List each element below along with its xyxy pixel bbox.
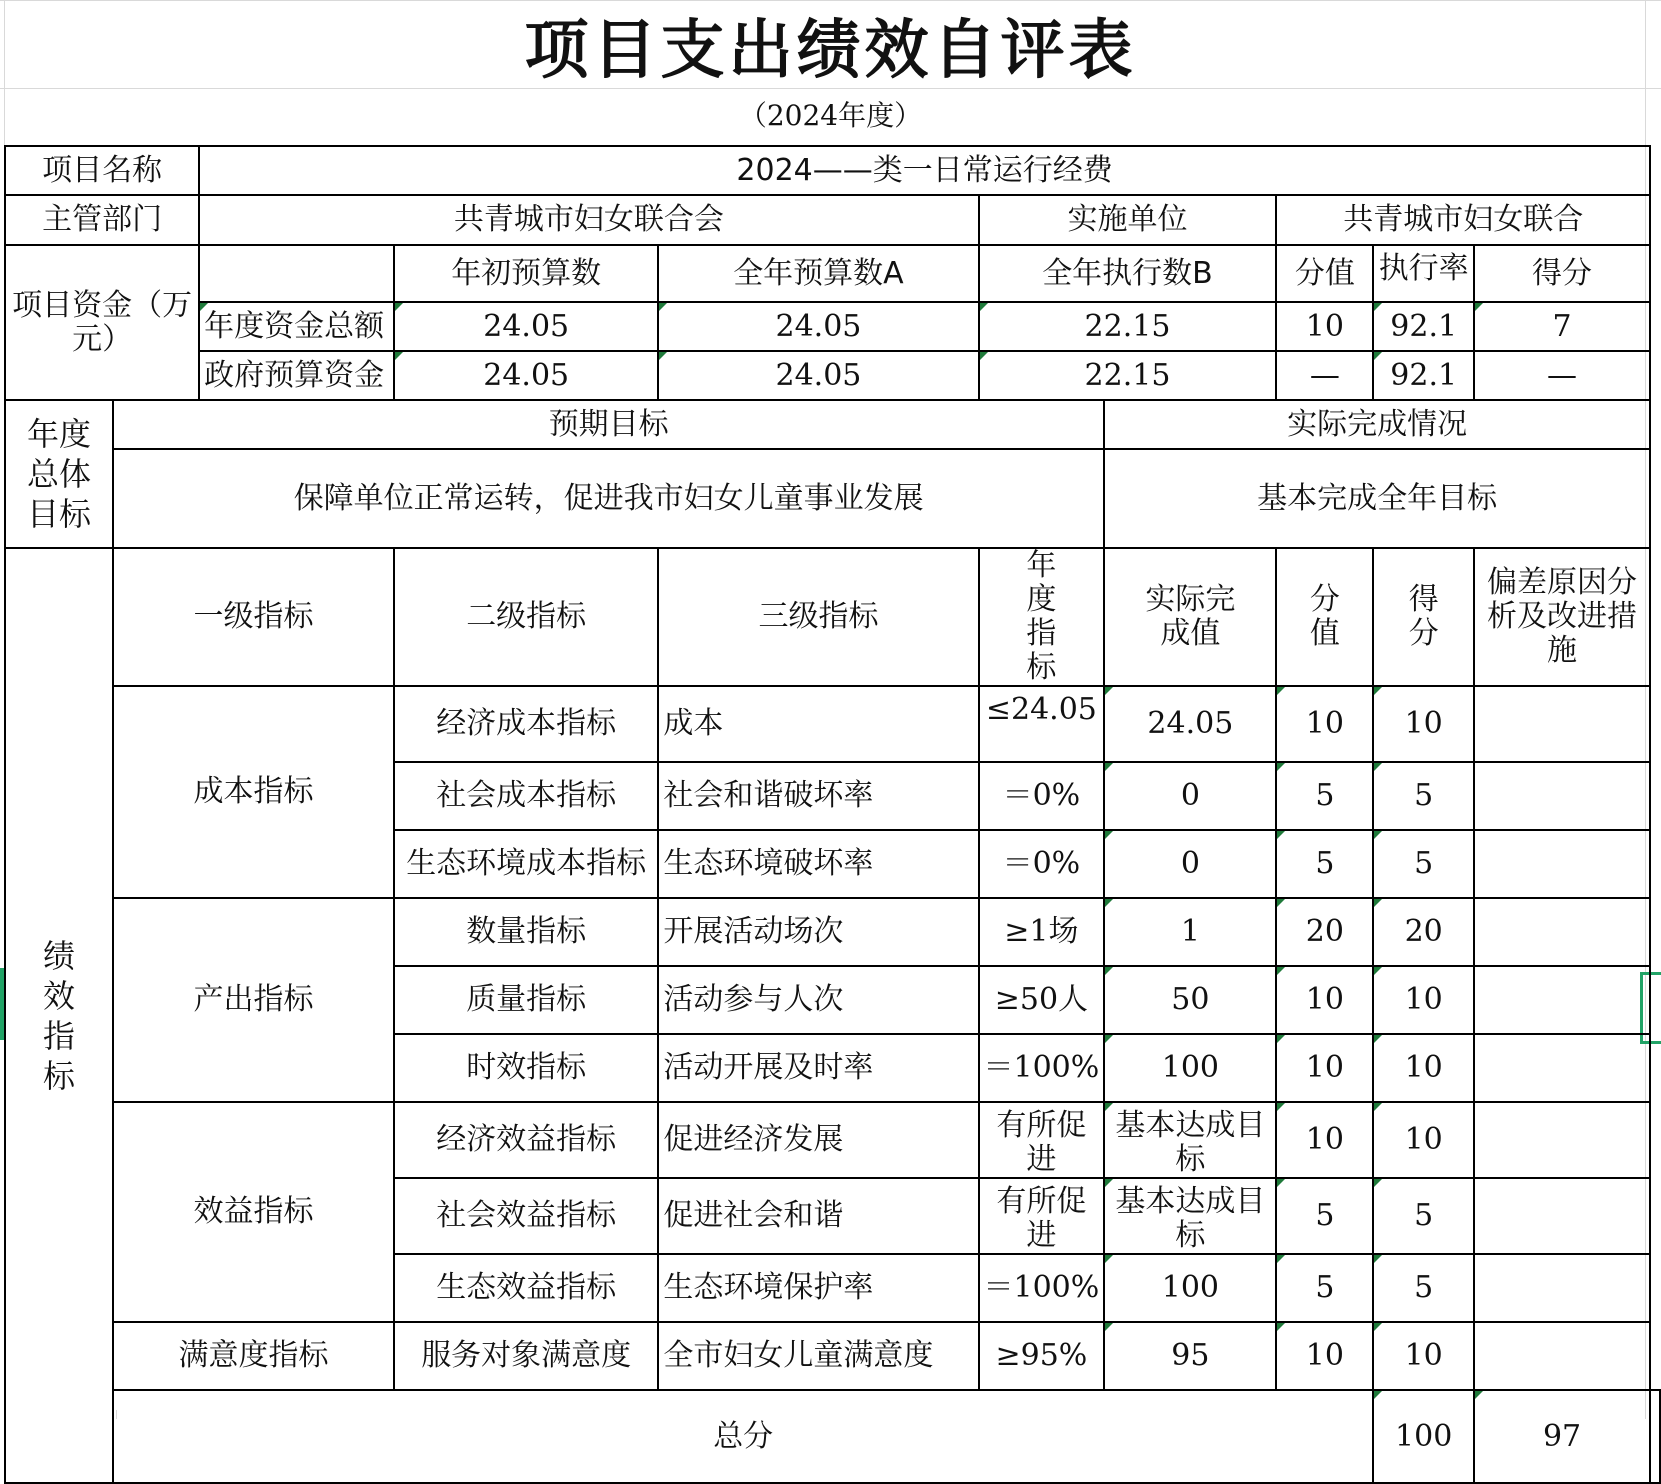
funds-row-rate[interactable]: 92.1: [1373, 302, 1474, 351]
total-value[interactable]: 100: [1373, 1390, 1474, 1483]
funds-header-rate: 执行率: [1373, 245, 1474, 302]
level2-cell: 经济效益指标: [394, 1102, 658, 1178]
actual-cell[interactable]: 基本达成目标: [1104, 1178, 1276, 1254]
funds-row-rate[interactable]: 92.1: [1373, 351, 1474, 400]
funds-header-initial: 年初预算数: [394, 245, 658, 302]
level1-cost: 成本指标: [113, 686, 394, 898]
dept-label: 主管部门: [5, 195, 199, 245]
impl-value[interactable]: 共青城市妇女联合: [1276, 195, 1650, 245]
funds-header-annual: 全年预算数A: [658, 245, 978, 302]
note-cell[interactable]: [1474, 686, 1650, 762]
level2-cell: 时效指标: [394, 1034, 658, 1102]
funds-row-score[interactable]: 7: [1474, 302, 1650, 351]
header-target: 年度指标: [979, 548, 1105, 686]
funds-row-annual[interactable]: 24.05: [658, 302, 978, 351]
level3-cell: 全市妇女儿童满意度: [658, 1322, 978, 1390]
total-score[interactable]: 97: [1474, 1390, 1650, 1483]
level1-satisfaction: 满意度指标: [113, 1322, 394, 1390]
level3-cell: 生态环境破坏率: [658, 830, 978, 898]
note-cell[interactable]: [1474, 966, 1650, 1034]
target-cell[interactable]: ＝0%: [979, 762, 1105, 830]
funds-row-score[interactable]: —: [1474, 351, 1650, 400]
funds-header-row: [5, 245, 1660, 302]
funds-row-initial[interactable]: 24.05: [394, 302, 658, 351]
page-title: 项目支出绩效自评表: [524, 13, 1137, 88]
header-note: 偏差原因分析及改进措施: [1474, 548, 1650, 686]
level3-cell: 开展活动场次: [658, 898, 978, 966]
target-cell[interactable]: 有所促进: [979, 1102, 1105, 1178]
value-cell[interactable]: 5: [1276, 1178, 1373, 1254]
funds-row-name: 政府预算资金: [199, 351, 394, 400]
funds-header-executed: 全年执行数B: [979, 245, 1277, 302]
value-cell[interactable]: 5: [1276, 830, 1373, 898]
level2-cell: 社会成本指标: [394, 762, 658, 830]
indicator-header-row: [5, 548, 1660, 686]
actual-cell[interactable]: 100: [1104, 1034, 1276, 1102]
project-name-label: 项目名称: [5, 146, 199, 195]
level2-cell: 服务对象满意度: [394, 1322, 658, 1390]
score-cell[interactable]: 5: [1373, 1178, 1474, 1254]
target-cell[interactable]: ＝100%: [979, 1254, 1105, 1322]
value-cell[interactable]: 10: [1276, 1322, 1373, 1390]
annual-goal-label: [5, 400, 113, 548]
actual-cell[interactable]: 0: [1104, 830, 1276, 898]
page-subtitle: （2024年度）: [738, 99, 923, 132]
funds-row: [5, 302, 1660, 351]
total-note[interactable]: [1650, 1390, 1660, 1483]
value-cell[interactable]: 10: [1276, 966, 1373, 1034]
level2-cell: 质量指标: [394, 966, 658, 1034]
header-level2: 二级指标: [394, 548, 658, 686]
level3-cell: 生态环境保护率: [658, 1254, 978, 1322]
note-cell[interactable]: [1474, 1102, 1650, 1178]
score-cell[interactable]: 5: [1373, 1254, 1474, 1322]
goal-content-row: [5, 449, 1660, 548]
level3-cell: 促进社会和谐: [658, 1178, 978, 1254]
total-row: [5, 1390, 1660, 1483]
level3-cell: 活动开展及时率: [658, 1034, 978, 1102]
level3-cell: 社会和谐破坏率: [658, 762, 978, 830]
target-cell[interactable]: ≥95%: [979, 1322, 1105, 1390]
value-cell[interactable]: 20: [1276, 898, 1373, 966]
level1-benefit: 效益指标: [113, 1102, 394, 1322]
funds-row-annual[interactable]: 24.05: [658, 351, 978, 400]
actual-goal[interactable]: 基本完成全年目标: [1104, 449, 1650, 548]
score-cell[interactable]: 10: [1373, 966, 1474, 1034]
indicator-row: [5, 686, 1660, 762]
sheet-gridline: [0, 0, 1661, 1]
level2-cell: 社会效益指标: [394, 1178, 658, 1254]
level3-cell: 促进经济发展: [658, 1102, 978, 1178]
actual-goal-header: 实际完成情况: [1104, 400, 1650, 449]
actual-cell[interactable]: 95: [1104, 1322, 1276, 1390]
level1-output: 产出指标: [113, 898, 394, 1102]
value-cell[interactable]: 10: [1276, 686, 1373, 762]
funds-row-executed[interactable]: 22.15: [979, 302, 1277, 351]
score-cell[interactable]: 5: [1373, 830, 1474, 898]
funds-label: 项目资金（万元）: [5, 245, 199, 400]
value-cell[interactable]: 5: [1276, 1254, 1373, 1322]
target-cell[interactable]: ＝100%: [979, 1034, 1105, 1102]
funds-header-score-value: 分值: [1276, 245, 1373, 302]
header-value: 分值: [1276, 548, 1373, 686]
score-cell[interactable]: 10: [1373, 1322, 1474, 1390]
actual-cell[interactable]: 100: [1104, 1254, 1276, 1322]
annual-goal-label-text: 年度总体目标: [27, 415, 92, 533]
note-cell[interactable]: [1474, 1178, 1650, 1254]
department-row: [5, 195, 1660, 245]
score-cell[interactable]: 10: [1373, 1102, 1474, 1178]
header-score: 得分: [1373, 548, 1474, 686]
expected-goal[interactable]: 保障单位正常运转，促进我市妇女儿童事业发展: [113, 449, 1104, 548]
level3-cell: 活动参与人次: [658, 966, 978, 1034]
header-level3: 三级指标: [658, 548, 978, 686]
funds-row: [5, 351, 1660, 400]
dept-value[interactable]: 共青城市妇女联合会: [199, 195, 978, 245]
actual-cell[interactable]: 24.05: [1104, 686, 1276, 762]
note-cell[interactable]: [1474, 1034, 1650, 1102]
target-cell[interactable]: ≥1场: [979, 898, 1105, 966]
funds-header-blank: [199, 245, 394, 302]
actual-cell[interactable]: 50: [1104, 966, 1276, 1034]
funds-row-name: 年度资金总额: [199, 302, 394, 351]
expected-goal-header: 预期目标: [113, 400, 1104, 449]
level3-cell: 成本: [658, 686, 978, 762]
performance-indicators-label: [5, 548, 113, 1483]
impl-label: 实施单位: [979, 195, 1277, 245]
note-cell[interactable]: [1474, 1254, 1650, 1322]
target-cell[interactable]: ≤24.05: [979, 686, 1105, 762]
total-label: 总分: [113, 1390, 1373, 1483]
level2-cell: 经济成本指标: [394, 686, 658, 762]
project-name-row: [5, 146, 1660, 195]
actual-cell[interactable]: 1: [1104, 898, 1276, 966]
actual-cell[interactable]: 基本达成目标: [1104, 1102, 1276, 1178]
funds-row-executed[interactable]: 22.15: [979, 351, 1277, 400]
funds-row-initial[interactable]: 24.05: [394, 351, 658, 400]
level2-cell: 生态环境成本指标: [394, 830, 658, 898]
level2-cell: 数量指标: [394, 898, 658, 966]
score-cell[interactable]: 20: [1373, 898, 1474, 966]
project-name-value[interactable]: 2024——类一日常运行经费: [199, 146, 1650, 195]
funds-header-score: 得分: [1474, 245, 1650, 302]
score-cell[interactable]: 5: [1373, 762, 1474, 830]
funds-row-score-value[interactable]: 10: [1276, 302, 1373, 351]
target-cell[interactable]: ≥50人: [979, 966, 1105, 1034]
target-cell[interactable]: 有所促进: [979, 1178, 1105, 1254]
target-cell[interactable]: ＝0%: [979, 830, 1105, 898]
level2-cell: 生态效益指标: [394, 1254, 658, 1322]
funds-row-score-value[interactable]: —: [1276, 351, 1373, 400]
goal-header-row: [5, 400, 1660, 449]
value-cell[interactable]: 5: [1276, 762, 1373, 830]
score-cell[interactable]: 10: [1373, 1034, 1474, 1102]
header-level1: 一级指标: [113, 548, 394, 686]
indicator-row: [5, 898, 1660, 966]
score-cell[interactable]: 10: [1373, 686, 1474, 762]
performance-indicators-label-text: 绩效指标: [43, 936, 76, 1095]
note-cell[interactable]: [1474, 898, 1650, 966]
note-cell[interactable]: [1474, 1322, 1650, 1390]
note-cell[interactable]: [1474, 830, 1650, 898]
value-cell[interactable]: 10: [1276, 1034, 1373, 1102]
indicator-row: [5, 1322, 1660, 1390]
note-cell[interactable]: [1474, 762, 1650, 830]
self-evaluation-table: [4, 145, 1661, 1484]
value-cell[interactable]: 10: [1276, 1102, 1373, 1178]
indicator-row: [5, 1102, 1660, 1178]
header-actual: 实际完成值: [1104, 548, 1276, 686]
actual-cell[interactable]: 0: [1104, 762, 1276, 830]
